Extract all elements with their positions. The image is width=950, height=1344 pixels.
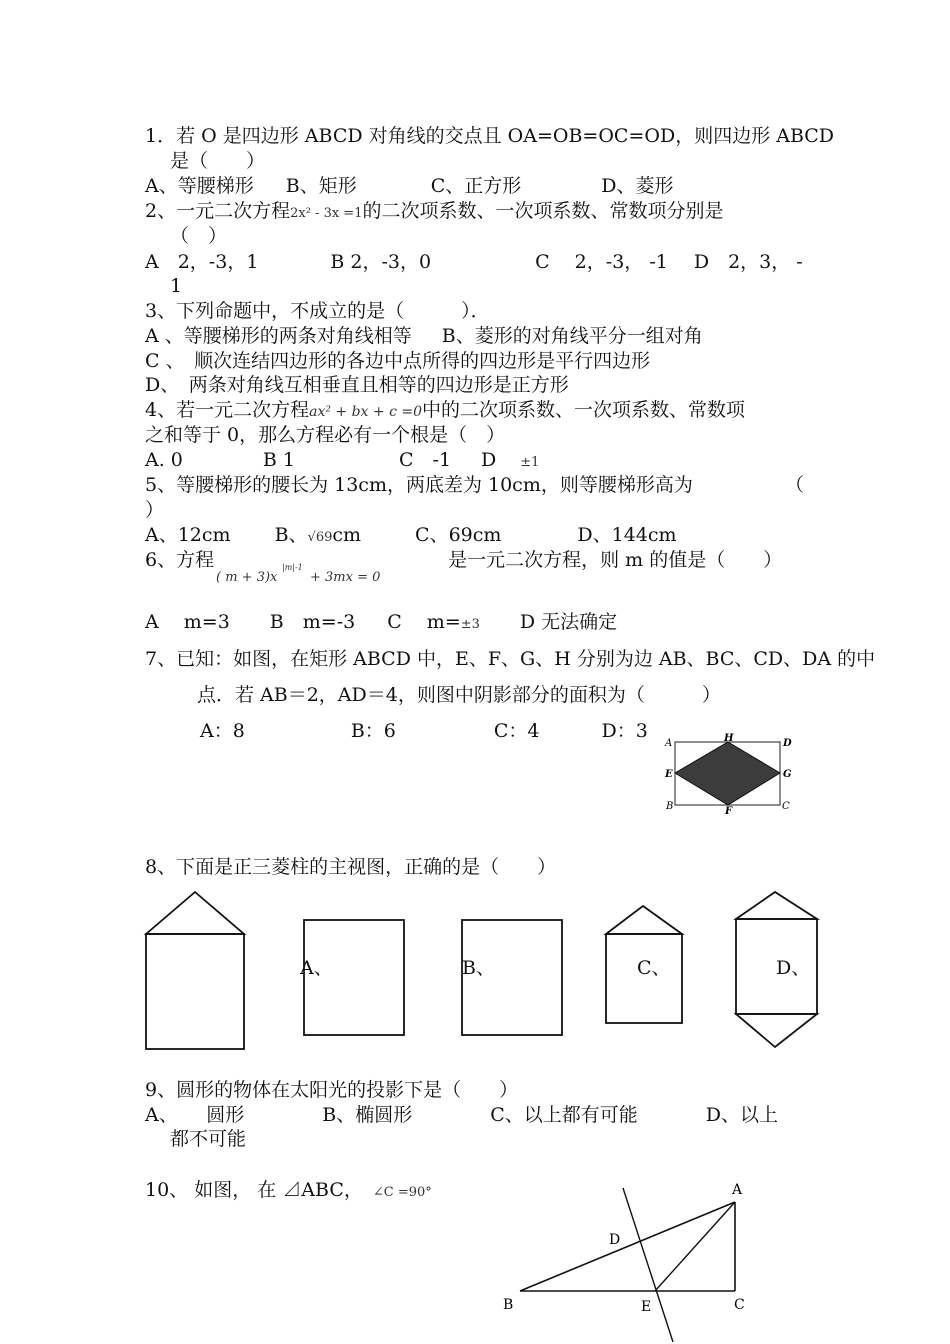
q7-option-c: C：4 bbox=[493, 720, 540, 742]
q6-option-a: A m=3 bbox=[145, 611, 230, 633]
q9-option-a: A、 圆形 bbox=[145, 1104, 245, 1126]
q1-line2: 是（ ） bbox=[170, 150, 266, 172]
q2-suffix: 的二次项系数、一次项系数、常数项分别是 bbox=[362, 200, 724, 222]
q4-option-a: A. 0 bbox=[145, 449, 183, 471]
q4-option-d-value: ±1 bbox=[520, 455, 540, 470]
q8-stem: 8、下面是正三菱柱的主视图，正确的是（ ） bbox=[145, 856, 557, 878]
svg-text:|m|-1: |m|-1 bbox=[282, 563, 303, 572]
q8-label-b: B、 bbox=[462, 957, 495, 979]
q7-line2: 点．若 AB＝2，AD＝4，则图中阴影部分的面积为（ ） bbox=[197, 684, 721, 706]
q7-option-b: B：6 bbox=[350, 720, 396, 742]
q7-label-a: A bbox=[665, 738, 673, 749]
q9-wrap: 都不可能 bbox=[170, 1128, 247, 1150]
q4-option-d: D bbox=[481, 449, 497, 471]
q7-option-a: A：8 bbox=[200, 720, 245, 742]
q5-option-b-prefix: B、 bbox=[274, 524, 308, 546]
q4-suffix: 中的二次项系数、一次项系数、常数项 bbox=[422, 399, 746, 421]
q7-rectangle-figure bbox=[662, 732, 792, 817]
q4-options bbox=[145, 448, 539, 475]
q5-options bbox=[145, 523, 677, 550]
q7-options bbox=[200, 719, 648, 743]
q5-option-d: D、144cm bbox=[577, 524, 677, 546]
q4-equation: ax² + bx + c =0 bbox=[309, 404, 422, 420]
q8-view-1 bbox=[142, 888, 252, 1058]
q6-options bbox=[145, 610, 617, 637]
q8-label-a: A、 bbox=[300, 957, 333, 979]
q1-option-d: D、菱形 bbox=[601, 175, 674, 197]
q6-suffix: 是一元二次方程，则 m 的值是（ ） bbox=[448, 549, 783, 571]
q6-line1 bbox=[145, 548, 782, 586]
svg-text:+ 3mx = 0: + 3mx = 0 bbox=[310, 570, 381, 585]
q10-label-d: D bbox=[609, 1232, 621, 1248]
q5-option-a: A、12cm bbox=[145, 524, 231, 546]
q6-option-c-prefix: C m= bbox=[387, 611, 461, 633]
q10-angle: ∠C =90° bbox=[372, 1185, 432, 1200]
q5-option-b-root: √69 bbox=[307, 530, 333, 545]
q8-label-c: C、 bbox=[637, 957, 671, 979]
q4-option-b: B 1 bbox=[262, 449, 295, 471]
q1-option-b: B、矩形 bbox=[285, 175, 357, 197]
q3-option-b: B、菱形的对角线平分一组对角 bbox=[441, 325, 703, 347]
q3-option-a: A 、等腰梯形的两条对角线相等 bbox=[145, 325, 412, 347]
q2-option-d: D 2，3， - bbox=[693, 251, 803, 273]
q2-option-a: A 2，-3，1 bbox=[145, 251, 259, 273]
q2-prefix: 2、一元二次方程 bbox=[145, 200, 291, 222]
q9-option-d: D、以上 bbox=[705, 1104, 778, 1126]
q1-option-a: A、等腰梯形 bbox=[145, 175, 254, 197]
q1-line1: 1．若 O 是四边形 ABCD 对角线的交点且 OA=OB=OC=OD，则四边形 ABCD bbox=[145, 125, 835, 147]
q2-wrap: 1 bbox=[170, 275, 183, 297]
q2-equation: 2x² - 3x =1 bbox=[290, 206, 363, 221]
q4-line2: 之和等于 0，那么方程必有一个根是（ ） bbox=[145, 424, 506, 446]
q6-option-c-value: ±3 bbox=[460, 617, 480, 632]
q7-shaded-rhombus bbox=[675, 742, 780, 805]
q6-option-d: D 无法确定 bbox=[519, 611, 618, 633]
q2-line1 bbox=[145, 199, 723, 226]
q5-line1: 5、等腰梯形的腰长为 13cm，两底差为 10cm，则等腰梯形高为 bbox=[145, 474, 693, 496]
q3-stem: 3、下列命题中，不成立的是（ ）． bbox=[145, 300, 490, 322]
q5-option-b-unit: cm bbox=[332, 524, 362, 546]
q9-option-c: C、以上都有可能 bbox=[490, 1104, 638, 1126]
q10-label-a: A bbox=[732, 1182, 743, 1198]
q3-options-ab bbox=[145, 324, 703, 348]
q5-paren-open: （ bbox=[785, 474, 805, 496]
q2-line2: （ ） bbox=[170, 225, 228, 247]
svg-text:( m + 3)x: ( m + 3)x bbox=[216, 570, 278, 585]
q7-line1: 7、已知：如图，在矩形 ABCD 中，E、F、G、H 分别为边 AB、BC、CD、DA 的中 bbox=[145, 648, 876, 670]
q7-label-g: G bbox=[783, 769, 792, 780]
q10-prefix: 10、 如图， 在 ⊿ABC， bbox=[145, 1179, 363, 1201]
q1-option-c: C、正方形 bbox=[430, 175, 522, 197]
q7-label-c: C bbox=[782, 801, 790, 812]
q9-stem: 9、圆形的物体在太阳光的投影下是（ ） bbox=[145, 1079, 519, 1101]
q4-line1 bbox=[145, 398, 745, 424]
q10-line1 bbox=[145, 1178, 432, 1205]
q7-label-e: E bbox=[665, 769, 673, 780]
q2-option-c: C 2，-3， -1 bbox=[535, 251, 668, 273]
q8-label-d: D、 bbox=[776, 957, 811, 979]
q2-option-b: B 2，-3，0 bbox=[330, 251, 432, 273]
q4-option-c: C -1 bbox=[398, 449, 452, 471]
q1-options bbox=[145, 174, 673, 198]
q4-prefix: 4、若一元二次方程 bbox=[145, 399, 310, 421]
q6-option-b: B m=-3 bbox=[269, 611, 356, 633]
q10-label-c: C bbox=[734, 1297, 745, 1313]
q7-label-d: D bbox=[783, 738, 792, 749]
q9-option-b: B、椭圆形 bbox=[322, 1104, 413, 1126]
q7-label-h: H bbox=[724, 733, 734, 744]
q3-option-c: C 、 顺次连结四边形的各边中点所得的四边形是平行四边形 bbox=[145, 350, 651, 372]
q10-label-e: E bbox=[641, 1299, 652, 1315]
q2-options bbox=[145, 250, 803, 274]
q7-option-d: D：3 bbox=[601, 720, 648, 742]
q10-label-b: B bbox=[503, 1297, 514, 1313]
q9-options bbox=[145, 1103, 778, 1127]
q7-label-f: F bbox=[725, 806, 733, 817]
q3-option-d: D、 两条对角线互相垂直且相等的四边形是正方形 bbox=[145, 374, 569, 396]
q5-option-c: C、69cm bbox=[415, 524, 502, 546]
q6-equation bbox=[214, 550, 448, 586]
q7-label-b: B bbox=[666, 801, 674, 812]
q6-prefix: 6、方程 bbox=[145, 549, 215, 571]
q10-triangle-figure bbox=[498, 1178, 788, 1342]
q5-paren-close: ） bbox=[145, 499, 165, 521]
